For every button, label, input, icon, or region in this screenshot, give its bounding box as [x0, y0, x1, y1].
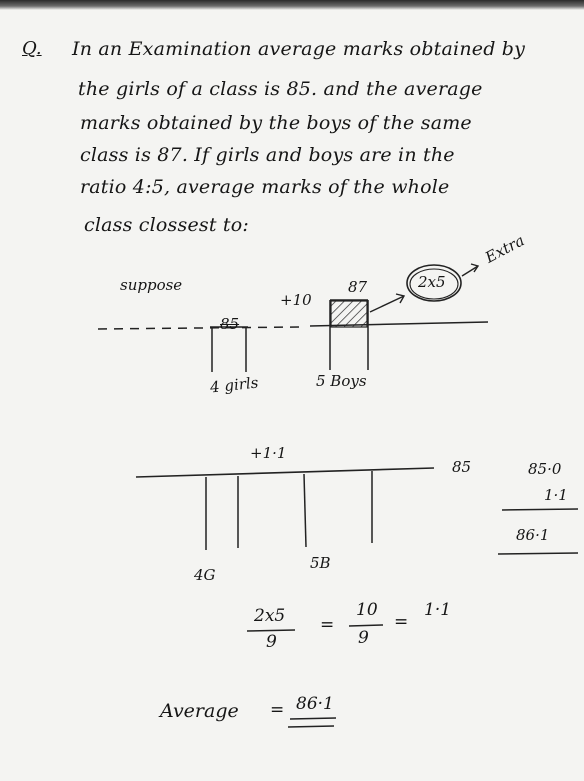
- calc-result: 86·1: [516, 526, 550, 544]
- fraction-equals-1: =: [320, 615, 335, 635]
- fraction-den-2: 9: [358, 628, 369, 648]
- fraction-den-1: 9: [266, 632, 277, 652]
- question-line-2: the girls of a class is 85. and the average: [78, 78, 483, 100]
- hatched-box: [331, 301, 367, 327]
- girls-average: 85: [220, 315, 240, 333]
- answer-label: Average: [160, 700, 239, 722]
- girls-count-label: 4G: [194, 566, 216, 584]
- fraction-equals-2: =: [394, 612, 409, 632]
- calc-top: 85·0: [528, 460, 562, 478]
- extra-label: Extra: [482, 231, 528, 267]
- circled-value: 2x5: [418, 273, 446, 291]
- calc-add: 1·1: [544, 486, 568, 504]
- boys-count-label: 5B: [310, 554, 331, 572]
- base-label: 85: [452, 458, 472, 476]
- girls-label: 4 girls: [209, 373, 260, 397]
- suppose-label: suppose: [120, 276, 183, 294]
- solid-baseline: [136, 468, 434, 477]
- boys-label: 5 Boys: [316, 372, 367, 390]
- dashed-baseline: [98, 327, 300, 329]
- question-line-3: marks obtained by the boys of the same: [80, 112, 472, 134]
- question-line-1: In an Examination average marks obtained by: [72, 38, 526, 60]
- shift-label: +1·1: [250, 444, 287, 462]
- question-line-4: class is 87. If girls and boys are in the: [80, 144, 455, 166]
- answer-value: 86·1: [296, 694, 334, 714]
- answer-equals: =: [270, 700, 285, 720]
- boys-average: 87: [348, 278, 368, 296]
- question-line-6: class clossest to:: [84, 214, 249, 236]
- fraction-num-1: 2x5: [254, 606, 286, 626]
- question-line-5: ratio 4:5, average marks of the whole: [80, 176, 450, 198]
- fraction-result: 1·1: [424, 600, 452, 620]
- question-number: Q.: [22, 38, 42, 59]
- fraction-num-2: 10: [356, 600, 378, 620]
- plus-ten-label: +10: [280, 291, 312, 309]
